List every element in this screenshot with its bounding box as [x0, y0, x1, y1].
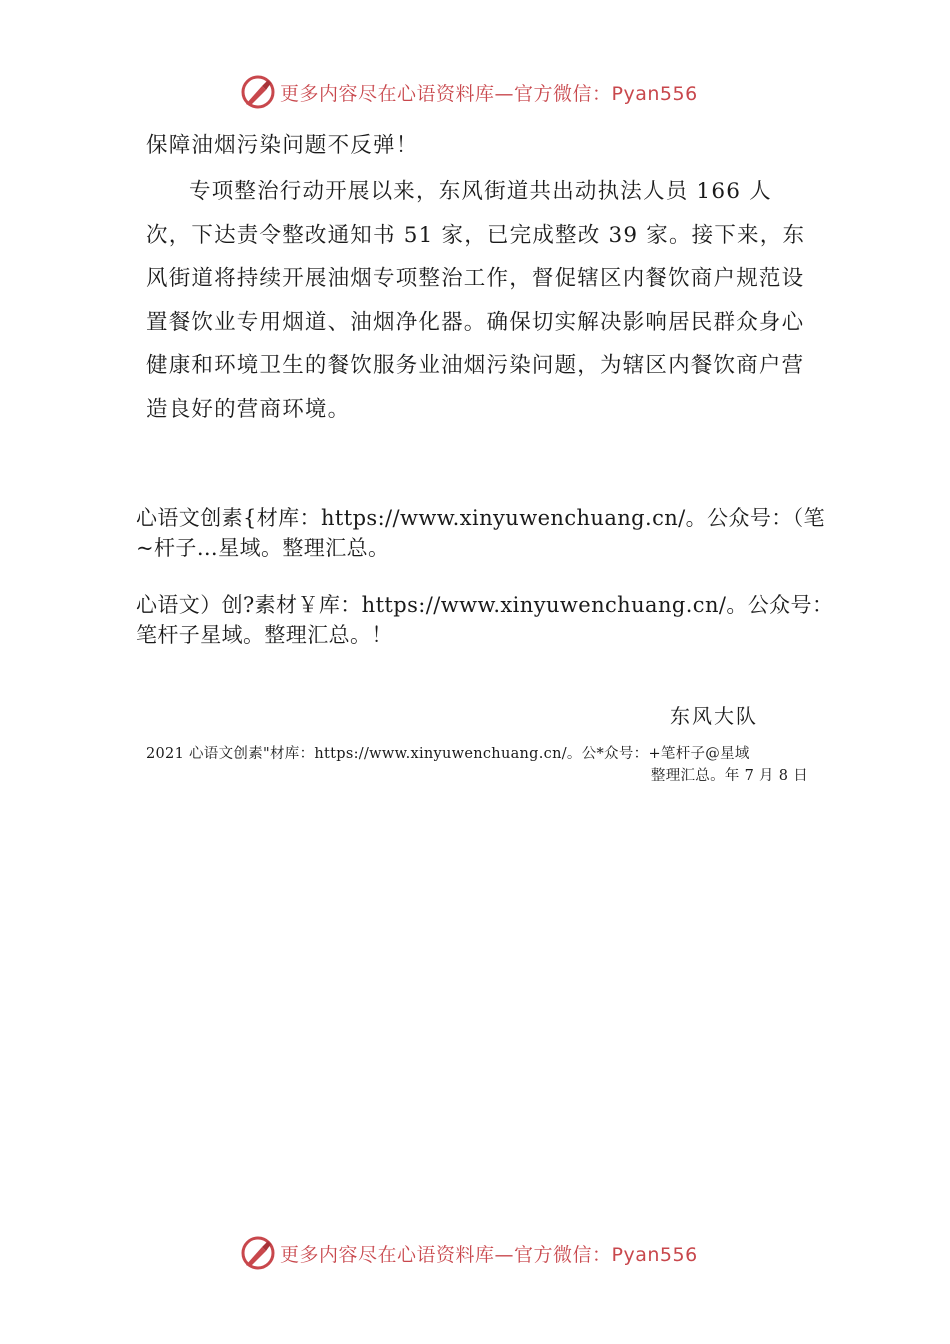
- source-note-2: 心语文）创?素材￥库：https://www.xinyuwenchuang.cn/。公众号：笔杆子星域。整理汇总。！: [136, 593, 834, 647]
- date-note-line-2: 整理汇总。年 7 月 8 日: [650, 768, 808, 784]
- header-watermark: [240, 73, 698, 111]
- footer-watermark: [240, 1234, 698, 1272]
- signature: 东风大队: [670, 704, 758, 728]
- watermark-text: 更多内容尽在心语资料库—官方微信：Pyan556: [280, 1243, 698, 1266]
- body-paragraph-2: 专项整治行动开展以来，东风街道共出动执法人员 166 人次，下达责令整改通知书 51 家，已完成整改 39 家。接下来，东风街道将持续开展油烟专项整治工作，督促辖区内餐饮商户规范设置餐饮业专用烟道、油烟净化器。确保切实解决影响居民群众身心健康和环境卫生的餐饮服务业油烟污染问题，为辖区内餐饮商户营造良好的营商环境。: [146, 179, 806, 422]
- watermark-text: 更多内容尽在心语资料库—官方微信：Pyan556: [280, 82, 698, 105]
- pen-in-circle-icon: [240, 74, 276, 110]
- pen-in-circle-icon: [240, 1235, 276, 1271]
- date-note: [146, 743, 808, 787]
- date-note-line-1: 2021 心语文创素"材库：https://www.xinyuwenchuang.cn/。公*众号：+笔杆子@星域: [146, 746, 750, 762]
- body-paragraph-1: 保障油烟污染问题不反弹！: [146, 133, 419, 158]
- source-note-1: 心语文创素{材库：https://www.xinyuwenchuang.cn/。公众号：（笔~杆子…星域。整理汇总。: [136, 506, 825, 560]
